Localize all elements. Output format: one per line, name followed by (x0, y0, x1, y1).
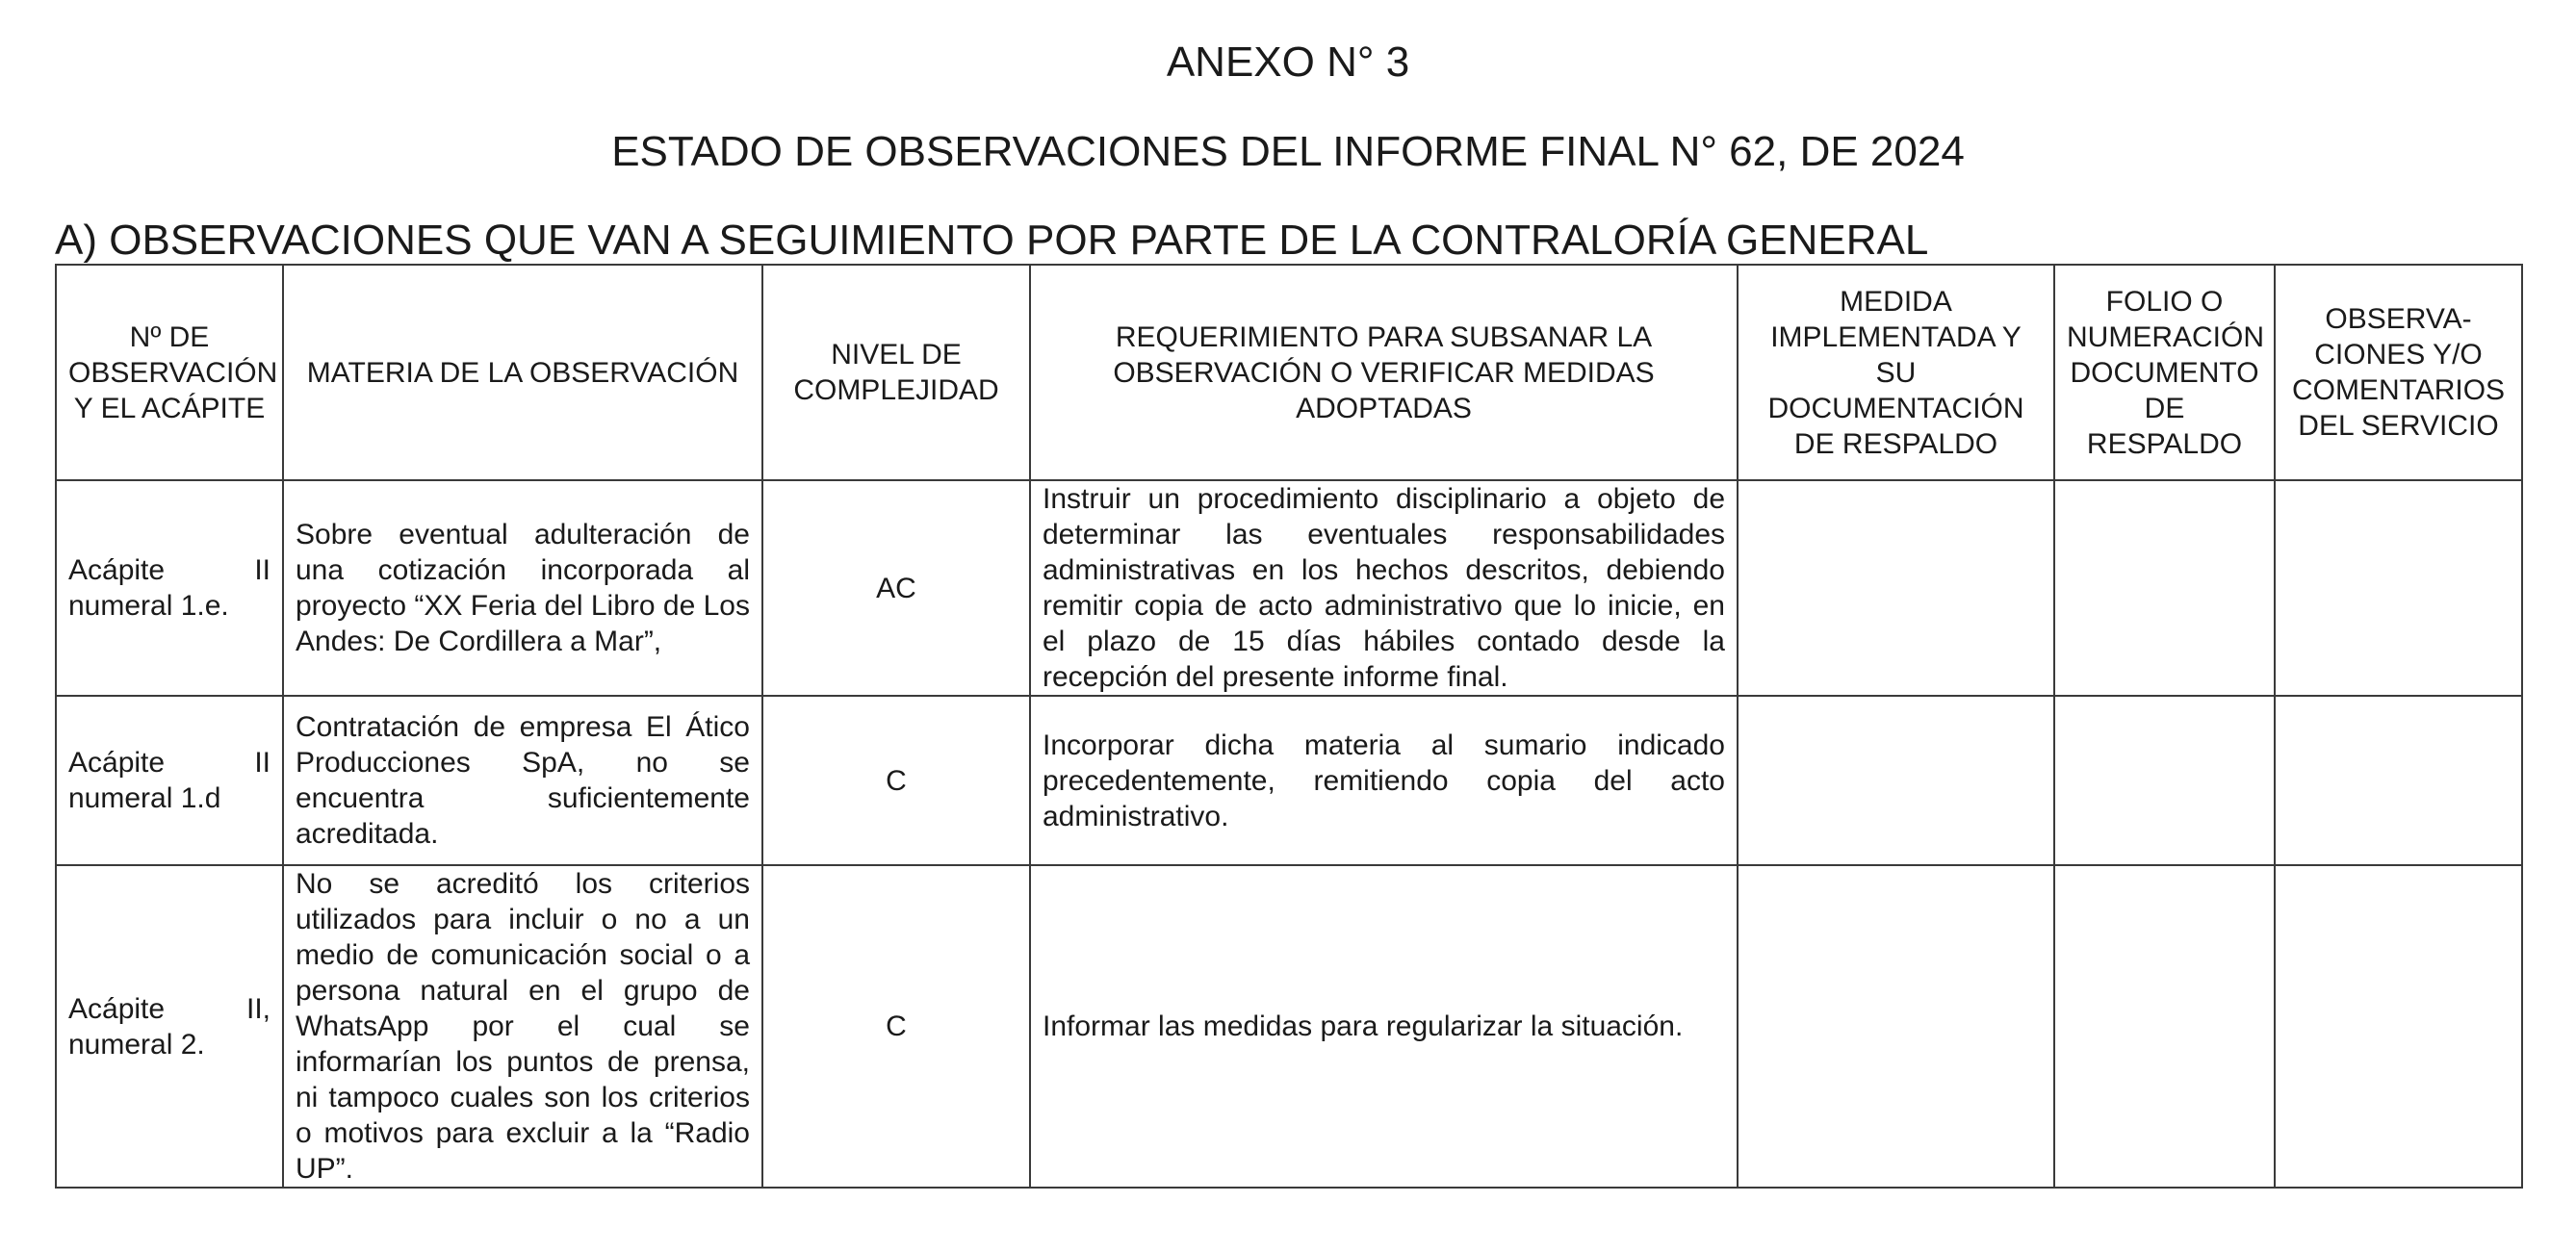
comments-cell (2275, 696, 2522, 865)
observations-table (55, 264, 2523, 1189)
header-requirement: REQUERIMIENTO PARA SUBSANAR LA OBSERVACIÓN O VERIFICAR MEDIDAS ADOPTADAS (1030, 265, 1738, 480)
header-observation-number: Nº DE OBSERVACIÓN Y EL ACÁPITE (56, 265, 283, 480)
folio-cell (2054, 480, 2275, 696)
measure-cell (1738, 480, 2054, 696)
subject-cell: No se acreditó los criterios utilizados para incluir o no a un medio de comunicación social o a persona natural en el grupo de WhatsApp por el cual se informarían los puntos de prensa, ni tampoco cuales son los criterios o motivos para excluir a la “Radio UP”. (283, 865, 762, 1188)
header-subject: MATERIA DE LA OBSERVACIÓN (283, 265, 762, 480)
comments-cell (2275, 865, 2522, 1188)
observation-cell: Acápite II numeral 1.d (56, 696, 283, 865)
table-row (56, 865, 2522, 1188)
annex-title: ANEXO N° 3 (1166, 38, 1410, 86)
header-complexity: NIVEL DE COMPLEJIDAD (762, 265, 1030, 480)
requirement-cell: Instruir un procedimiento disciplinario a objeto de determinar las eventuales responsabilidades administrativas en los hechos descritos, debiendo remitir copia de acto administrativo que lo inicie, en el plazo de 15 días hábiles contado desde la recepción del presente informe final. (1030, 480, 1738, 696)
subject-cell: Sobre eventual adulteración de una cotización incorporada al proyecto “XX Feria del Libro de Los Andes: De Cordillera a Mar”, (283, 480, 762, 696)
requirement-cell: Incorporar dicha materia al sumario indicado precedentemente, remitiendo copia del acto administrativo. (1030, 696, 1738, 865)
observation-cell: Acápite II, numeral 2. (56, 865, 283, 1188)
subject-cell: Contratación de empresa El Ático Producciones SpA, no se encuentra suficientemente acreditada. (283, 696, 762, 865)
header-service-comments: OBSERVA-CIONES Y/O COMENTARIOS DEL SERVICIO (2275, 265, 2522, 480)
table-row (56, 480, 2522, 696)
complexity-cell: AC (762, 480, 1030, 696)
folio-cell (2054, 865, 2275, 1188)
complexity-cell: C (762, 865, 1030, 1188)
measure-cell (1738, 865, 2054, 1188)
report-title: ESTADO DE OBSERVACIONES DEL INFORME FINAL N° 62, DE 2024 (611, 128, 1965, 175)
table-header-row (56, 265, 2522, 480)
table-row (56, 696, 2522, 865)
comments-cell (2275, 480, 2522, 696)
complexity-cell: C (762, 696, 1030, 865)
header-implemented-measure: MEDIDA IMPLEMENTADA Y SU DOCUMENTACIÓN DE RESPALDO (1738, 265, 2054, 480)
section-heading: A) OBSERVACIONES QUE VAN A SEGUIMIENTO POR PARTE DE LA CONTRALORÍA GENERAL (55, 217, 1929, 264)
measure-cell (1738, 696, 2054, 865)
observation-cell: Acápite II numeral 1.e. (56, 480, 283, 696)
requirement-cell: Informar las medidas para regularizar la situación. (1030, 865, 1738, 1188)
header-folio: FOLIO O NUMERACIÓN DOCUMENTO DE RESPALDO (2054, 265, 2275, 480)
folio-cell (2054, 696, 2275, 865)
